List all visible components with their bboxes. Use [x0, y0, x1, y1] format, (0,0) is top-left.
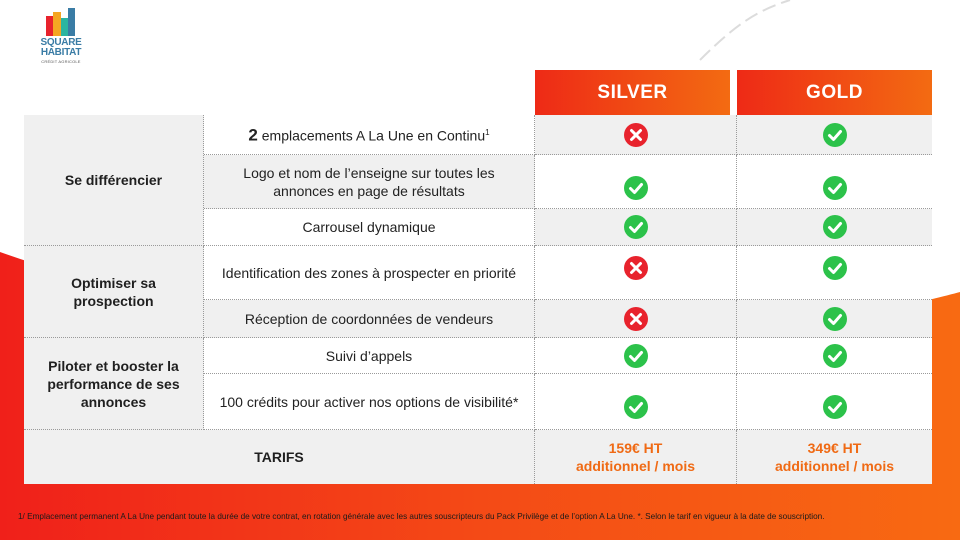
silver-cell-1	[535, 115, 737, 155]
group-label-optimiser: Optimiser sa prospection	[24, 246, 204, 338]
feature-emplacements-count: 2	[248, 125, 258, 145]
check-icon	[823, 123, 847, 147]
silver-price: 159€ HT	[608, 440, 663, 456]
check-icon	[823, 395, 847, 419]
check-icon	[624, 176, 648, 200]
feature-row-suivi-appels: Suivi d’appels	[204, 338, 535, 374]
plan-header-gold: GOLD	[737, 70, 932, 115]
logo-text-square: SQUARE	[40, 37, 82, 48]
silver-price-note: additionnel / mois	[575, 458, 695, 474]
check-icon	[823, 307, 847, 331]
check-icon	[624, 215, 648, 239]
feature-emplacements-text: emplacements A La Une en Continu	[257, 127, 486, 144]
gold-cell-5	[737, 300, 932, 338]
gold-cell-1	[737, 115, 932, 155]
feature-row-emplacements	[204, 115, 535, 155]
feature-emplacements-sup: 1	[485, 128, 490, 138]
gold-cell-7	[737, 374, 932, 430]
silver-price-cell	[535, 430, 737, 484]
gold-cell-4	[737, 246, 932, 300]
feature-row-credits: 100 crédits pour activer nos options de visibilité*	[204, 374, 535, 430]
gold-price-cell	[737, 430, 932, 484]
square-habitat-logo	[34, 8, 88, 64]
check-icon	[624, 395, 648, 419]
gold-price: 349€ HT	[807, 440, 862, 456]
check-icon	[823, 215, 847, 239]
gold-cell-2	[737, 155, 932, 209]
group-label-se-differencier: Se différencier	[24, 115, 204, 246]
cross-icon	[624, 256, 648, 280]
cross-icon	[624, 307, 648, 331]
feature-row-reception: Réception de coordonnées de vendeurs	[204, 300, 535, 338]
silver-cell-4	[535, 246, 737, 300]
footnote: 1/ Emplacement permanent A La Une pendant toute la durée de votre contrat, en rotation générale avec les autres souscripteurs du Pack Privilège et de l’option A La Une. *. Selon le tarif en vigueur à la date de souscription.	[18, 512, 825, 521]
cross-icon	[624, 123, 648, 147]
check-icon	[823, 344, 847, 368]
gold-cell-6	[737, 338, 932, 374]
tarifs-label: TARIFS	[254, 449, 304, 465]
feature-row-logo-enseigne: Logo et nom de l’enseigne sur toutes les annonces en page de résultats	[204, 155, 535, 209]
silver-cell-7	[535, 374, 737, 430]
check-icon	[823, 176, 847, 200]
gold-cell-3	[737, 209, 932, 246]
feature-row-identification: Identification des zones à prospecter en priorité	[204, 246, 535, 300]
silver-cell-6	[535, 338, 737, 374]
feature-row-carrousel: Carrousel dynamique	[204, 209, 535, 246]
tarifs-row-label-cell	[24, 430, 535, 484]
gold-price-note: additionnel / mois	[774, 458, 894, 474]
logo-text-credit-agricole: CRÉDIT AGRICOLE	[41, 59, 81, 64]
check-icon	[624, 344, 648, 368]
silver-cell-3	[535, 209, 737, 246]
features-grid	[24, 115, 932, 484]
silver-cell-2	[535, 155, 737, 209]
logo-text-habitat: HABITAT	[40, 47, 82, 58]
check-icon	[823, 256, 847, 280]
silver-cell-5	[535, 300, 737, 338]
logo-mark-icon	[44, 8, 78, 38]
plan-header-silver: SILVER	[535, 70, 730, 115]
group-label-piloter: Piloter et booster la performance de ses annonces	[24, 338, 204, 430]
